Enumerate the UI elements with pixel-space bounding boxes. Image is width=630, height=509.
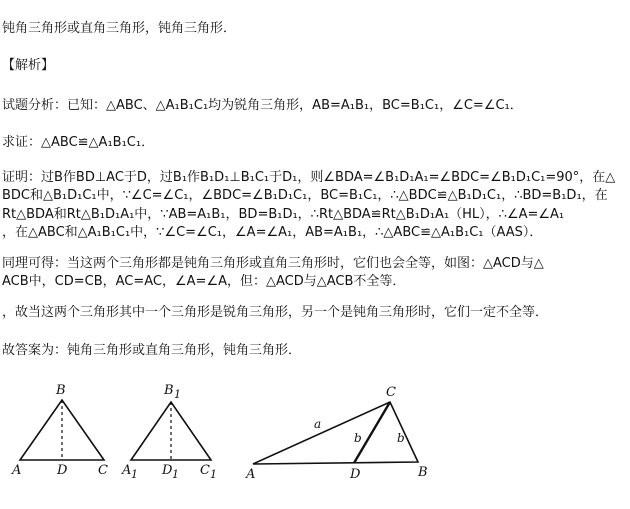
label-b-cd: b <box>354 431 362 445</box>
triangle-a1b1c1-figure <box>121 383 217 481</box>
similarly-line-2: ACB中，CD=CB，AC=AC，∠A=∠A，但：△ACD与△ACB不全等． <box>2 274 406 289</box>
answer-top: 钝角三角形或直角三角形，钝角三角形． <box>2 21 237 36</box>
conclusion-line: ，故当这两个三角形其中一个三角形是锐角三角形，另一个是钝角三角形时，它们一定不全等． <box>2 305 549 320</box>
label-a-vertex: A <box>246 467 256 482</box>
prove-statement: 求证：△ABC≌△A₁B₁C₁． <box>2 135 155 150</box>
label-d1: D <box>162 463 173 478</box>
label-a1-sub: 1 <box>131 468 138 481</box>
analysis-intro: 试题分析：已知：△ABC、△A₁B₁C₁均为锐角三角形，AB=A₁B₁，BC=B₁C₁，∠C=∠C₁． <box>2 98 523 113</box>
proof-line-1: 证明：过B作BD⊥AC于D，过B₁作B₁D₁⊥B₁C₁于D₁，则∠BDA=∠B₁D₁A₁=∠BDC=∠B₁D₁C₁=90°，在△ <box>2 170 616 185</box>
label-c1: C <box>200 463 210 478</box>
triangle-acd-acb-figure <box>245 385 428 482</box>
label-b1-sub: 1 <box>174 388 181 401</box>
proof-line-4: ，在△ABC和△A₁B₁C₁中，∵∠C=∠C₁，∠A=∠A₁，AB=A₁B₁，∴△ABC≌△A₁B₁C₁（AAS）． <box>2 225 543 240</box>
triangle-acb <box>253 402 418 464</box>
final-answer: 故答案为：钝角三角形或直角三角形，钝角三角形． <box>2 343 302 358</box>
similarly-line-1: 同理可得：当这两个三角形都是钝角三角形或直角三角形时，它们也会全等，如图：△ACD与△ <box>2 256 544 271</box>
label-c: C <box>98 463 108 478</box>
label-b-vertex: B <box>418 465 428 480</box>
proof-line-2: BDC和△B₁D₁C₁中，∵∠C=∠C₁，∠BDC=∠B₁D₁C₁，BC=B₁C₁，∴△BDC≌△B₁D₁C₁，∴BD=B₁D₁，在 <box>2 188 608 203</box>
label-d: D <box>57 463 68 478</box>
label-c1-sub: 1 <box>210 468 217 481</box>
label-b1: B <box>164 383 174 398</box>
label-c: C <box>386 385 396 400</box>
label-a1: A <box>122 463 132 478</box>
label-a-side: a <box>314 417 322 431</box>
label-b: B <box>56 383 66 398</box>
label-a: A <box>12 463 22 478</box>
proof-line-3: Rt△BDA和Rt△B₁D₁A₁中，∵AB=A₁B₁，BD=B₁D₁，∴Rt△BDA≌Rt△B₁D₁A₁（HL），∴∠A=∠A₁ <box>2 207 565 222</box>
figures <box>0 378 630 505</box>
label-d1-sub: 1 <box>172 468 179 481</box>
label-b-cb: b <box>397 431 405 445</box>
triangle-abc-figure <box>11 383 108 478</box>
analysis-heading: 【解析】 <box>2 58 55 73</box>
label-d-vertex: D <box>350 467 361 482</box>
geometry-figures <box>0 378 630 505</box>
